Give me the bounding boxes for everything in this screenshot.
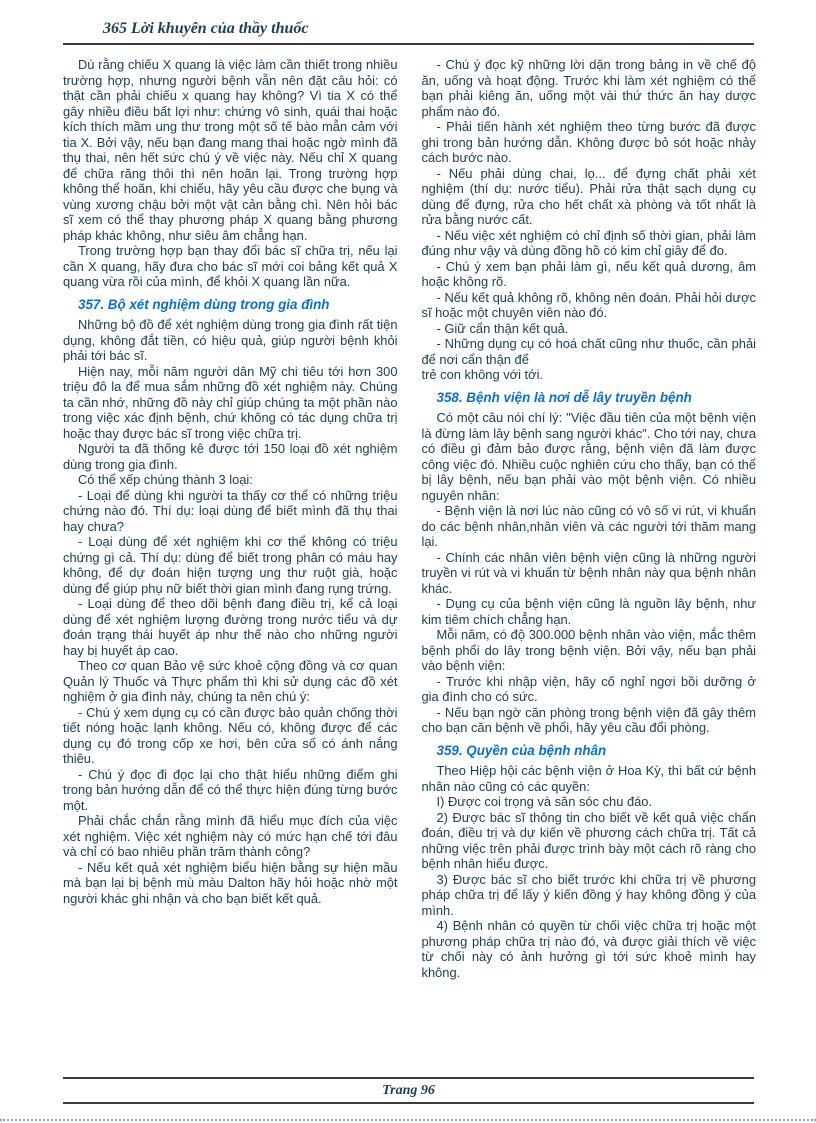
paragraph: - Trước khi nhập viện, hãy cố nghỉ ngơi bồi dưỡng ở gia đình cho có sức.: [421, 673, 756, 704]
paragraph: Dù rằng chiếu X quang là việc làm cần thiết trong nhiều trường hợp, nhưng người bệnh vẫn nên đặt câu hỏi: có thật cần phải chiếu x quang hay không? Vì tia X có thể gây nhiều điều bất lợi như: chứng vô sinh, quái thai hoặc kích thích mầm ung thư trong một số tế bào mẫn cảm với tia X. Bởi vậy, nếu bạn đang mang thai hoặc ngờ mình đã thụ thai, nên hết sức chú ý về việc này. Nếu chỉ X quang để chữa răng thôi thì nên hoãn lại. Trong trường hợp không thể hoãn, khi chiếu, hãy yêu cầu được che bụng và vùng xương chậu bởi một vật cản bằng chì. Nên hỏi bác sĩ xem có thể thay phương pháp X quang bằng phương pháp khác không, như siêu âm chẳng hạn.: [63, 57, 398, 243]
paragraph: 2) Được bác sĩ thông tin cho biết về kết quả việc chẩn đoán, điều trị và dự kiến về phương cách chữa trị. Tất cả những việc trên phải được trình bày một cách rõ ràng cho bệnh nhân hiểu được.: [421, 809, 756, 871]
paragraph: - Nếu việc xét nghiệm có chỉ định số thời gian, phải làm đúng như vậy và dùng đồng hồ có kim chỉ giây để đo.: [421, 227, 756, 258]
paragraph: trẻ con không với tới.: [421, 367, 544, 382]
paragraph: - Chú ý xem dụng cụ có cần được bảo quản chống thời tiết nóng hoặc lạnh không. Nếu có, không được để các dụng cụ đó trong cốp xe hơi, bên cửa sổ có ánh nắng thiêu.: [63, 704, 398, 766]
paragraph: - Dụng cụ của bệnh viện cũng là nguồn lây bệnh, như kim tiêm chích chẳng hạn.: [421, 596, 756, 627]
section-heading: 359. Quyền của bệnh nhân: [436, 742, 607, 758]
page-footer: [63, 1077, 754, 1104]
paragraph: Theo cơ quan Bảo vệ sức khoẻ cộng đồng và cơ quan Quản lý Thuốc và Thực phẩm thì khi sử dụng các đồ xét nghiệm ở gia đình này, chúng ta nên chú ý:: [63, 658, 398, 704]
paragraph: - Bệnh viện là nơi lúc nào cũng có vô số vi rút, vi khuẩn do các bệnh nhân,nhân viên và các người tới thăm mang lại.: [421, 503, 756, 549]
right-column: [422, 57, 757, 1073]
paragraph: - Nếu bạn ngờ căn phòng trong bệnh viện đã gây thêm cho bạn căn bệnh về phổi, hãy yêu cầu đổi phòng.: [421, 704, 756, 735]
paragraph: - Nếu phải dùng chai, lọ... để đựng chất phải xét nghiệm (thí dụ: nước tiểu). Phải rửa thật sạch dụng cụ dùng để đựng, rửa cho hết chất xà phòng và tốt nhất là rửa bằng nước cất.: [421, 165, 756, 227]
paragraph: Mỗi năm, có độ 300.000 bệnh nhân vào viện, mắc thêm bệnh phổi do lây trong bệnh viện. Bởi vậy, nếu bạn phải vào bệnh viện:: [421, 627, 756, 673]
paragraph: Những bộ đồ để xét nghiệm dùng trong gia đình rất tiện dụng, không đắt tiền, có hiệu quả, giúp người bệnh khỏi phải tới bác sĩ.: [63, 317, 398, 363]
paragraph: - Chú ý đọc kỹ những lời dặn trong bảng in về chế độ ăn, uống và hoạt động. Trước khi làm xét nghiệm có thể bạn phải kiêng ăn, uống một vài thứ thức ăn hay dược phẩm nào đó.: [421, 57, 756, 119]
paragraph: - Phải tiến hành xét nghiệm theo từng bước đã được ghi trong bản hướng dẫn. Không được bỏ sót hoặc nhảy cách bước nào.: [421, 119, 756, 165]
paragraph: Có một câu nói chí lý: "Việc đầu tiên của một bệnh viện là đừng làm lây bệnh sang người khác". Cho tới nay, chưa có điều gì đảm bảo được rằng, bệnh viện đã làm được công việc đó. Nhiều cuộc nghiên cứu cho thấy, bạn có thể bị lây bệnh, nếu bạn phải vào một bệnh viện. Có nhiều nguyên nhân:: [421, 410, 756, 503]
paragraph: - Nếu kết quả không rõ, không nên đoán. Phải hỏi dược sĩ hoặc một chuyên viên nào đó.: [421, 289, 756, 320]
page-number: Trang 96: [382, 1083, 435, 1098]
left-column: [63, 57, 398, 1073]
section-heading: 358. Bệnh viện là nơi dễ lây truyền bệnh: [436, 389, 692, 405]
paragraph: Theo Hiệp hội các bệnh viện ở Hoa Kỳ, thì bất cứ bệnh nhân nào cũng có các quyền:: [421, 763, 756, 794]
paragraph: - Những dụng cụ có hoá chất cũng như thuốc, cần phải để nơi cẩn thận để: [421, 336, 756, 367]
paragraph: - Chú ý xem bạn phải làm gì, nếu kết quả dương, âm hoặc không rõ.: [421, 258, 756, 289]
section-heading: 357. Bộ xét nghiệm dùng trong gia đình: [78, 296, 330, 312]
page-header: [63, 20, 754, 45]
book-title: 365 Lời khuyên của thầy thuốc: [103, 20, 309, 37]
page-bottom-border: [0, 1119, 816, 1121]
paragraph: 4) Bệnh nhân có quyền từ chối việc chữa trị hoặc một phương pháp chữa trị nào đó, và được giải thích về việc từ chối này có ảnh hưởng gì tới sức khoẻ mình hay không.: [421, 918, 756, 980]
paragraph: Người ta đã thống kê được tới 150 loại đồ xét nghiệm dùng trong gia đình.: [63, 441, 398, 472]
paragraph: Trong trường hợp bạn thay đổi bác sĩ chữa trị, nếu lại cần X quang, hãy đưa cho bác sĩ mới coi bảng kết quả X quang vừa rồi của mình, để khỏi X quang lần nữa.: [63, 243, 398, 289]
paragraph: - Loại để dùng khi người ta thấy cơ thể có những triệu chứng nào đó. Thí dụ: loại dùng để biết mình đã thụ thai hay chưa?: [63, 487, 398, 534]
paragraph: Hiện nay, mỗi năm người dân Mỹ chi tiêu tới hơn 300 triệu đô la để mua sắm những đồ xét nghiệm này. Chúng ta cần nhớ, những đồ này chỉ giúp chúng ta một phần nào trong việc xác định bệnh, chứ không có tác dụng chữa trị hoặc thay được bác sĩ trong việc chữa trị.: [63, 363, 398, 441]
paragraph: - Loại dùng để theo dõi bệnh đang điều trị, kể cả loại dùng để xét nghiệm lượng đường trong nước tiểu và dự đoán trạng thái huyết áp như thế nào cho những người hay bị huyết áp cao.: [63, 596, 398, 658]
paragraph: - Loại dùng để xét nghiệm khi cơ thể không có triệu chứng gì cả. Thí dụ: dùng để biết trong phân có máu hay không, để dự đoán hiện tượng ung thư ruột già, hoặc dùng để giúp phụ nữ biết thời gian mình đang rụng trứng.: [63, 534, 398, 596]
paragraph: Có thể xếp chúng thành 3 loại:: [78, 472, 253, 487]
paragraph: - Giữ cẩn thận kết quả.: [436, 320, 569, 336]
paragraph: - Chính các nhân viên bệnh viện cũng là những người truyền vi rút và vi khuẩn từ bệnh nhân này qua bệnh nhân khác.: [421, 549, 756, 596]
paragraph: - Chú ý đọc đi đọc lại cho thật hiểu những điểm ghi trong bản hướng dẫn để có thể thực hiện đúng từng bước một.: [63, 766, 398, 813]
paragraph: Phải chắc chắn rằng mình đã hiểu mục đích của việc xét nghiệm. Việc xét nghiệm này có mức hạn chế tới đâu và chỉ có bao nhiêu phần trăm thành công?: [63, 813, 398, 859]
content-columns: [63, 57, 756, 1073]
paragraph: I) Được coi trọng và săn sóc chu đáo.: [436, 794, 653, 809]
paragraph: 3) Được bác sĩ cho biết trước khi chữa trị về phương pháp chữa trị để lấy ý kiến đồng ý hay không đồng ý của mình.: [421, 871, 756, 918]
paragraph: - Nếu kết quả xét nghiệm biểu hiện bằng sự hiện mầu mà bạn lại bị bệnh mù màu Dalton hãy hỏi hoặc nhờ một người khác ghi nhận và cho bạn biết kết quả.: [63, 859, 398, 906]
